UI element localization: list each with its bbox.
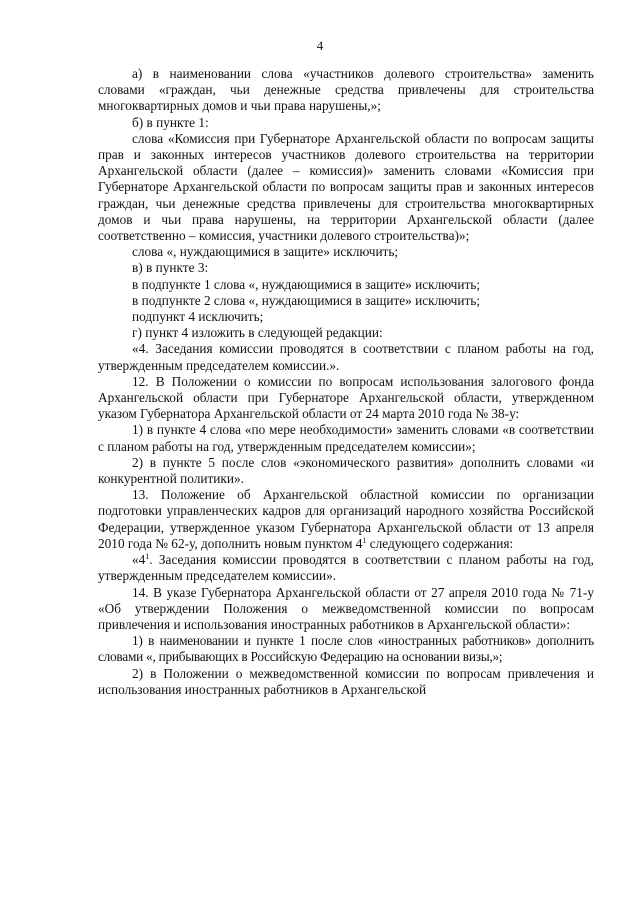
paragraph-3b-words: слова «Комиссия при Губернаторе Архангельской области по вопросам защиты прав и законных интересов участников долевого строительства на территории Архангельской области (далее – комиссия)» заменить словами «Комиссия при Губернаторе Архангельской области по вопросам защиты прав и законных интересов граждан, чьи денежные средства привлечены для строительства многоквартирных домов и чьи права нарушены, на территории Архангельской области (далее соответственно – комиссия, участники долевого строительства)»; bbox=[98, 130, 594, 244]
superscript: 1 bbox=[145, 552, 150, 562]
paragraph-12: 12. В Положении о комиссии по вопросам использования залогового фонда Архангельской области при Губернаторе Архангельской области, утвержденном указом Губернатора Архангельской области от 24 марта 2010 года № 38-у: bbox=[98, 373, 594, 422]
paragraph-12-2: 2) в пункте 5 после слов «экономического развития» дополнить словами «и конкурентной политики». bbox=[98, 454, 594, 487]
paragraph-3v: в) в пункте 3: bbox=[132, 260, 209, 276]
paragraph-3a: а) в наименовании слова «участников долевого строительства» заменить словами «граждан, чьи денежные средства привлечены для строительства многоквартирных домов и чьи права нарушены,»; bbox=[98, 66, 594, 114]
paragraph-13: 13. Положение об Архангельской областной комиссии по организации подготовки управленческих кадров для организаций народного хозяйства Российской Федерации, утвержденное указом Губернатора Архангельской области от 13 апреля 2010 года № 62-у, дополнить новым пунктом $4^1$ следующего содержания: bbox=[98, 487, 594, 551]
paragraph-3g-text: «4. Заседания комиссии проводятся в соответствии с планом работы на год, утвержденным председателем комиссии.». bbox=[98, 341, 594, 373]
paragraph-3g: г) пункт 4 изложить в следующей редакции: bbox=[132, 325, 383, 341]
paragraph-3b: б) в пункте 1: bbox=[132, 114, 209, 130]
paragraph-3b-exclude: слова «, нуждающимися в защите» исключить; bbox=[132, 244, 399, 260]
paragraph-14-1: 1) в наименовании и пункте 1 после слов «иностранных работников» дополнить словами «, прибывающих в Российскую Федерацию на основании визы,»; bbox=[98, 633, 594, 665]
paragraph-3v-sub4: подпункт 4 исключить; bbox=[132, 309, 264, 325]
superscript: 1 bbox=[362, 535, 367, 545]
paragraph-14-2: 2) в Положении о межведомственной комиссии по вопросам привлечения и использования иностранных работников в Архангельской bbox=[98, 665, 594, 697]
paragraph-3v-sub1: в подпункте 1 слова «, нуждающимися в защите» исключить; bbox=[132, 276, 481, 292]
paragraph-12-1: 1) в пункте 4 слова «по мере необходимости» заменить словами «в соответствии с планом работы на год, утвержденным председателем комиссии»; bbox=[98, 422, 594, 454]
document-body bbox=[98, 66, 594, 698]
paragraph-13-text: «$4^1$. Заседания комиссии проводятся в соответствии с планом работы на год, утвержденным председателем комиссии». bbox=[98, 552, 594, 584]
paragraph-3v-sub2: в подпункте 2 слова «, нуждающимися в защите» исключить; bbox=[132, 292, 481, 308]
page-number: 4 bbox=[316, 38, 324, 53]
paragraph-14: 14. В указе Губернатора Архангельской области от 27 апреля 2010 года № 71-у «Об утверждении Положения о межведомственной комиссии по вопросам привлечения и использования иностранных работников в Архангельской области»: bbox=[98, 584, 594, 632]
